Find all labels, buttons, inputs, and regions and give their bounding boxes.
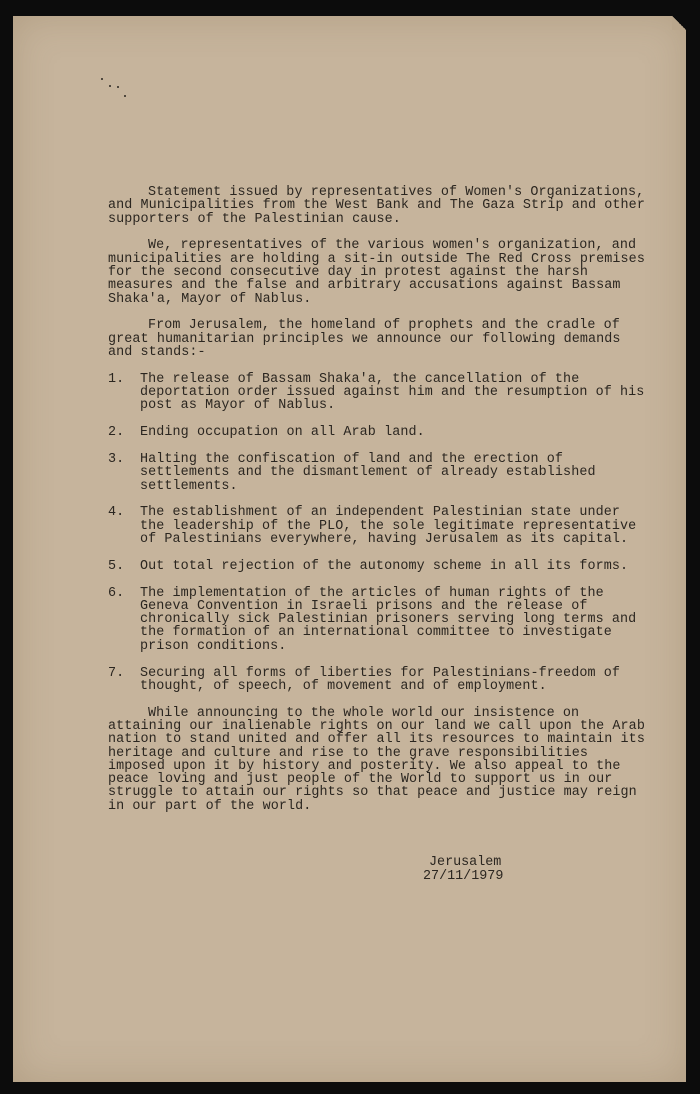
list-text: Halting the confiscation of land and the erection of settlements and the dismantlement of already established settlements.: [140, 451, 596, 494]
list-text: Securing all forms of liberties for Palestinians-freedom of thought, of speech, of movement and of employment.: [140, 665, 621, 694]
list-item: [108, 587, 648, 653]
signoff: [423, 856, 503, 884]
page-corner: [672, 16, 686, 30]
statement-body: [108, 186, 648, 826]
list-item: [108, 560, 648, 573]
closing-paragraph: While announcing to the whole world our insistence on attaining our inalienable rights on our land we call upon the Arab nation to stand united and offer all its resources to maintain its heritage and culture and rise to the grave responsibilities imposed upon it by history and posterity. We also appeal to the peace loving and just people of the World to support us in our struggle to attain our rights so that peace and justice may reign in our part of the world.: [108, 705, 645, 814]
typewritten-page: [13, 16, 686, 1082]
list-number: 5.: [108, 558, 125, 574]
list-text: Ending occupation on all Arab land.: [140, 425, 425, 441]
list-item: [108, 453, 648, 493]
list-text: The establishment of an independent Palestinian state under the leadership of the PLO, the sole legitimate representative of Palestinians everywhere, having Jerusalem as its capital.: [140, 505, 637, 547]
paper-specks: [99, 76, 139, 98]
list-text: Out total rejection of the autonomy scheme in all its forms.: [140, 558, 629, 574]
speck: [117, 86, 119, 88]
list-number: 7.: [108, 665, 125, 681]
list-text: The implementation of the articles of human rights of the Geneva Convention in Israeli prisons and the release of chronically sick Palestinian prisoners serving long terms and the formation of an international committee to investigate prison conditions.: [140, 585, 637, 654]
demands-list: [108, 373, 648, 693]
signoff-place: Jerusalem: [429, 855, 502, 870]
signoff-date: 27/11/1979: [423, 869, 504, 884]
list-number: 1.: [108, 371, 125, 387]
speck: [124, 95, 126, 97]
list-item: [108, 667, 648, 694]
list-text: The release of Bassam Shaka'a, the cancellation of the deportation order issued against him and the resumption of his post as Mayor of Nablus.: [140, 371, 645, 414]
demands-intro-paragraph: From Jerusalem, the homeland of prophets and the cradle of great humanitarian principles we announce our following demands and stands:-: [108, 318, 621, 360]
list-item: [108, 373, 648, 413]
intro-paragraph: Statement issued by representatives of Women's Organizations, and Municipalities from the West Bank and The Gaza Strip and other supporters of the Palestinian cause.: [108, 185, 645, 227]
list-number: 4.: [108, 505, 125, 521]
list-number: 2.: [108, 425, 125, 441]
list-number: 3.: [108, 451, 125, 467]
sit-in-paragraph: We, representatives of the various women's organization, and municipalities are holding a sit-in outside The Red Cross premises for the second consecutive day in protest against the harsh measures and the false and arbitrary accusations against Bassam Shaka'a, Mayor of Nablus.: [108, 238, 645, 307]
list-item: [108, 426, 648, 439]
speck: [101, 78, 103, 80]
list-item: [108, 506, 648, 546]
speck: [109, 85, 111, 87]
list-number: 6.: [108, 585, 125, 601]
